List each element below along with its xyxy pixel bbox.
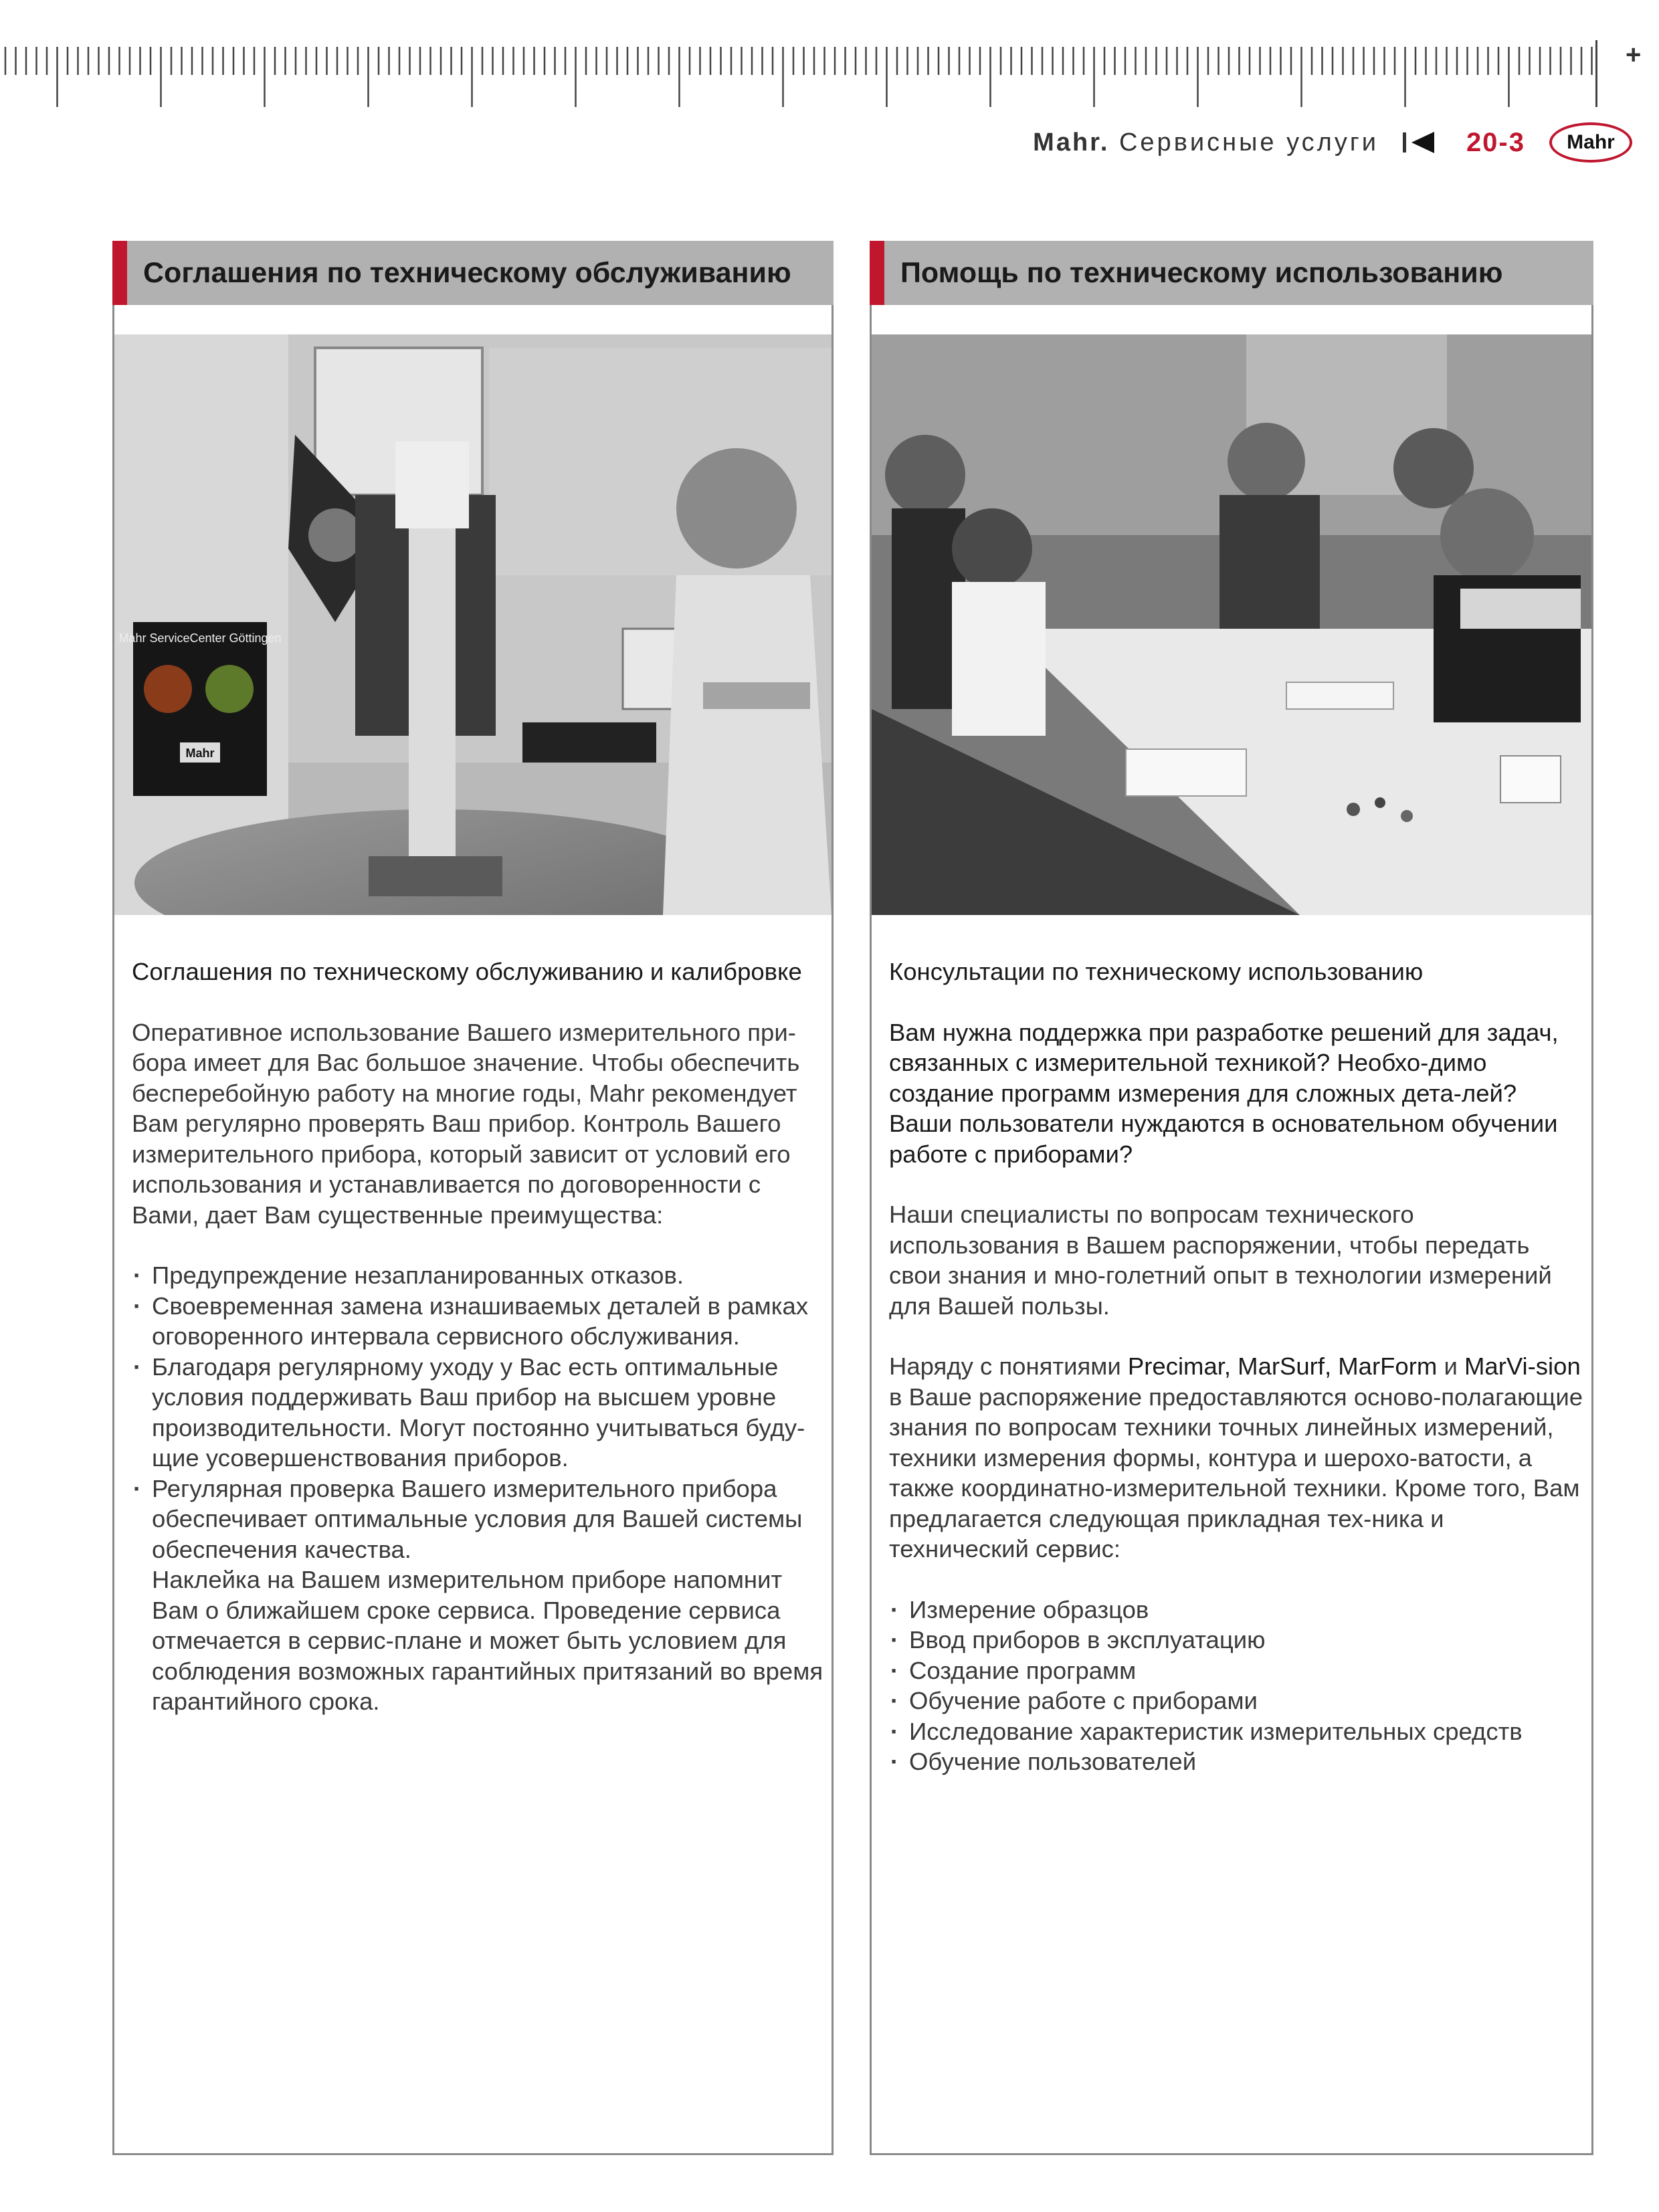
crop-mark-plus: + bbox=[1626, 40, 1642, 70]
right-specialists-paragraph: Наши специалисты по вопросам технического использования в Вашем распоряжении, чтобы передать свои знания и мно-голетний опыт в технологии измерений для Вашей пользы. bbox=[889, 1201, 1552, 1320]
calibration-photo bbox=[114, 334, 832, 915]
list-item: · Исследование характеристик измерительных средств bbox=[889, 1716, 1586, 1747]
poster-title: Mahr ServiceCenter Göttingen bbox=[118, 631, 282, 645]
list-item: · Обучение пользователей bbox=[889, 1746, 1586, 1777]
page-number: 20-3 bbox=[1466, 127, 1525, 157]
left-intro-paragraph: Оперативное использование Вашего измерительного при-бора имеет для Вас большое значение. Чтобы обеспечить бесперебойную работу на многие годы, Mahr рекомендует Вам регулярно проверять Ваш прибор. Контроль Вашего измерительного прибора, который зависит от условий его использования и устанавливается по договоренности с Вами, дает Вам существенные преимущества: bbox=[132, 1018, 800, 1229]
top-ruler bbox=[0, 40, 1599, 114]
left-column-title: Соглашения по техническому обслуживанию bbox=[143, 256, 791, 289]
right-question-paragraph: Вам нужна поддержка при разработке решений для задач, связанных с измерительной техникой? Необхо-димо создание программ измерения для сложных дета-лей? Ваши пользователи нуждаются в основательном обучении работе с приборами? bbox=[889, 1018, 1559, 1168]
training-photo bbox=[872, 334, 1591, 915]
concepts-and: и bbox=[1444, 1352, 1458, 1380]
concepts-pre: Наряду с понятиями bbox=[889, 1352, 1121, 1380]
left-column-body bbox=[132, 957, 826, 1717]
left-sticker-note: Наклейка на Вашем измерительном приборе напомнит Вам о ближайшем сроке сервиса. Проведение сервиса отмечается в сервис-плане и может быть условием для соблюдения возможных гарантийных притязаний во время гарантийного срока. bbox=[152, 1566, 823, 1715]
right-column bbox=[870, 241, 1593, 2155]
list-item: · Ввод приборов в эксплуатацию bbox=[889, 1625, 1586, 1655]
concepts-post: в Ваше распоряжение предоставляются осново-полагающие знания по вопросам техники точных линейных измерений, техники измерения формы, контура и шерохо-ватости, а также координатно-измерительной техники. Кроме того, Вам предлагается следующая прикладная тех-ника и технический сервис: bbox=[889, 1383, 1583, 1563]
right-subheading: Консультации по техническому использованию bbox=[889, 958, 1424, 985]
list-item: · Предупреждение незапланированных отказов. bbox=[132, 1260, 826, 1291]
mahr-logo: Mahr bbox=[1549, 122, 1632, 163]
header-section: Сервисные услуги bbox=[1118, 128, 1379, 157]
header-brand-section bbox=[1033, 128, 1379, 157]
poster-logo: Mahr bbox=[185, 746, 215, 760]
page-header bbox=[1033, 119, 1632, 166]
left-column bbox=[112, 241, 834, 2155]
right-column-body bbox=[889, 957, 1586, 1777]
header-brand: Mahr. bbox=[1033, 128, 1110, 157]
product-marvision: MarVi-sion bbox=[1464, 1352, 1581, 1380]
list-item: · Своевременная замена изнашиваемых деталей в рамках оговоренного интервала сервисного обслуживания. bbox=[132, 1291, 826, 1352]
back-arrow-icon[interactable] bbox=[1411, 132, 1434, 153]
product-names: Precimar, MarSurf, MarForm bbox=[1127, 1352, 1438, 1380]
left-subheading: Соглашения по техническому обслуживанию и калибровке bbox=[132, 958, 802, 985]
list-item: · Обучение работе с приборами bbox=[889, 1686, 1586, 1716]
list-item: · Создание программ bbox=[889, 1655, 1586, 1686]
list-item: · Измерение образцов bbox=[889, 1595, 1586, 1625]
list-item: · Благодаря регулярному уходу у Вас есть оптимальные условия поддерживать Ваш прибор на высшем уровне производительности. Могут постоянно учитываться буду-щие усовершенствования приборов. bbox=[132, 1352, 826, 1474]
left-benefits-list bbox=[132, 1260, 826, 1565]
right-concepts-paragraph bbox=[889, 1351, 1586, 1565]
header-divider bbox=[1403, 132, 1406, 153]
right-column-title: Помощь по техническому использованию bbox=[900, 256, 1503, 289]
right-services-list bbox=[889, 1595, 1586, 1777]
left-column-header bbox=[112, 241, 834, 305]
ruler-edge-line bbox=[1595, 40, 1597, 107]
right-column-header bbox=[870, 241, 1593, 305]
list-item: · Регулярная проверка Вашего измерительного прибора обеспечивает оптимальные условия для Вашей системы обеспечения качества. bbox=[132, 1474, 826, 1565]
